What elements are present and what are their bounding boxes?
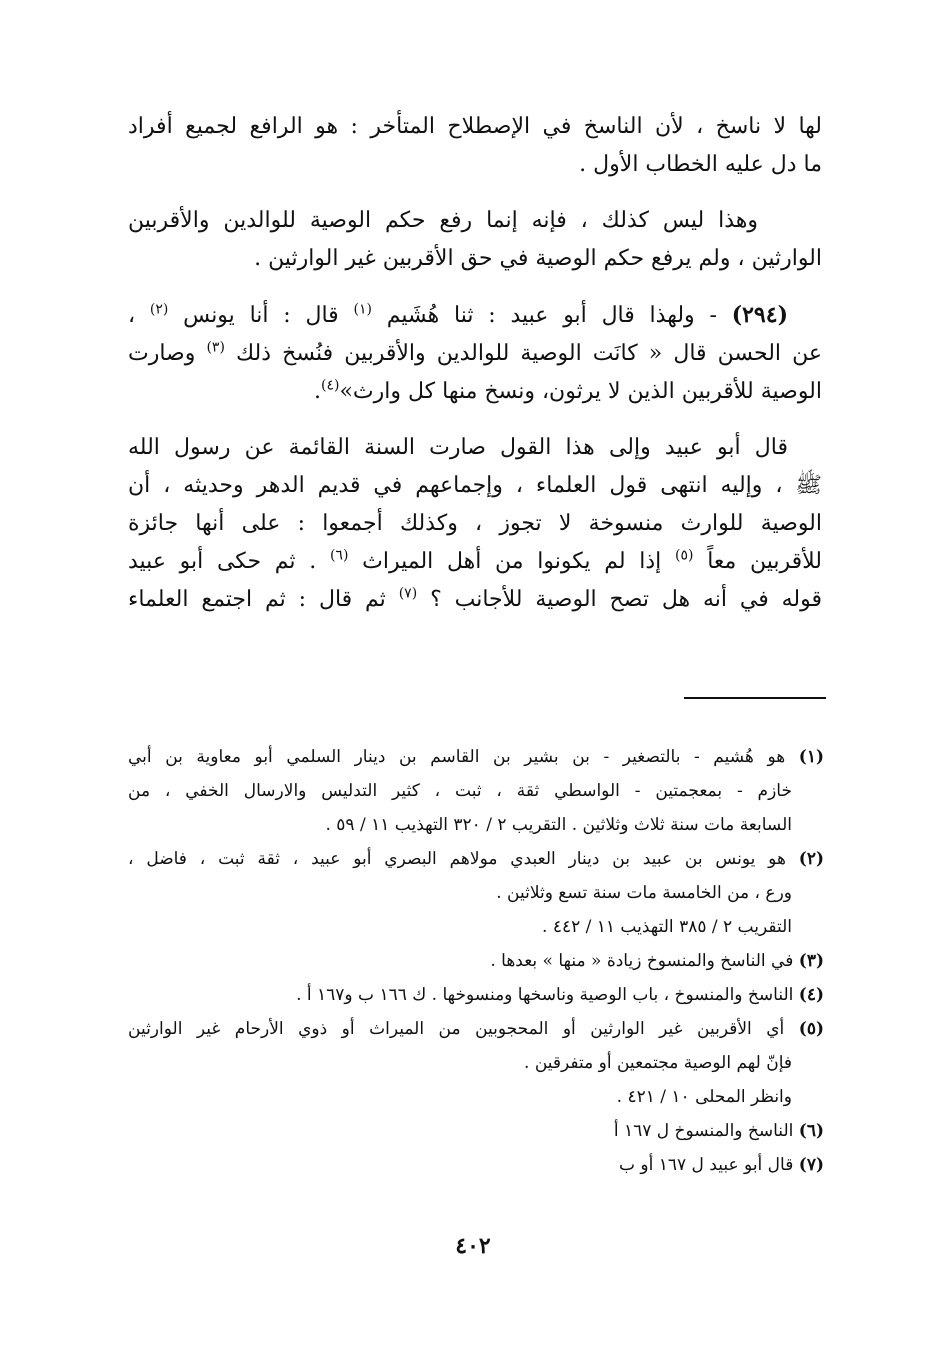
footnote-1-line-1 — [128, 740, 824, 774]
footnote-6 — [128, 1114, 824, 1148]
paragraph-4-line-3: الوصية للوارث منسوخة لا تجوز ، وكذلك أجمعوا : على أنها جائزة — [128, 511, 822, 536]
footnote-2-line-2: ورع ، من الخامسة مات سنة تسع وثلاثين . — [496, 883, 792, 903]
footnote-5-line-2: فإنّ لهم الوصية مجتمعين أو متفرقين . — [524, 1053, 792, 1073]
paragraph-4-text-c: . ثم حكى أبو عبيد — [128, 549, 317, 574]
footnote-3-line-1 — [128, 944, 824, 978]
paragraph-3 — [128, 296, 822, 411]
footnote-2-number: (٢) — [798, 849, 825, 869]
paragraph-3-line-3 — [128, 373, 822, 411]
footnote-3 — [128, 944, 824, 978]
footnote-ref-7[interactable]: (٧) — [398, 585, 418, 602]
footnote-ref-5[interactable]: (٥) — [675, 547, 694, 564]
footnote-7-number: (٧) — [798, 1155, 824, 1175]
footnote-6-number: (٦) — [798, 1121, 824, 1141]
paragraph-4-text-b: إذا لم يكونوا من أهل الميراث — [362, 549, 662, 574]
footnote-3-text-1: في الناسخ والمنسوخ زيادة « منها » بعدها . — [490, 951, 794, 971]
paragraph-4-line-1: قال أبو عبيد وإلى هذا القول صارت السنة القائمة عن رسول الله — [128, 435, 788, 460]
paragraph-3-text-e: وصارت — [128, 341, 196, 366]
paragraph-3-text-f: الوصية للأقربين الذين لا يرثون، ونسخ منها كل وارث» — [339, 379, 822, 404]
page-number: ٤٠٢ — [455, 1233, 491, 1259]
footnote-6-text-1: الناسخ والمنسوخ ل ١٦٧ أ — [613, 1121, 794, 1141]
paragraph-3-text-c: ، — [128, 303, 136, 328]
footnote-4 — [128, 978, 824, 1012]
footnote-ref-6[interactable]: (٦) — [329, 547, 349, 564]
footnotes — [128, 740, 824, 1182]
footnote-5-line-1 — [128, 1012, 824, 1046]
footnote-4-text-1: الناسخ والمنسوخ ، باب الوصية وناسخها ومنسوخها . ك ١٦٦ ب و١٦٧ أ . — [296, 985, 794, 1005]
paragraph-3-line-1 — [128, 296, 822, 335]
paragraph-1-line-2: ما دل عليه الخطاب الأول . — [579, 152, 822, 177]
paragraph-4-text-e: ثم قال : ثم اجتمع العلماء — [128, 587, 386, 612]
paragraph-4 — [128, 429, 822, 619]
main-text — [128, 108, 822, 637]
footnote-7-text-1: قال أبو عبيد ل ١٦٧ أو ب — [619, 1155, 794, 1175]
footnote-3-number: (٣) — [798, 951, 824, 971]
paragraph-3-text-g: . — [314, 379, 321, 404]
footnote-ref-4[interactable]: (٤) — [321, 377, 340, 394]
footnote-5-line-3: وانظر المحلى ١٠ / ٤٢١ . — [616, 1087, 792, 1107]
paragraph-2 — [128, 202, 822, 278]
paragraph-4-text-a: للأقربين معاً — [707, 549, 823, 574]
footnote-2-text-1: هو يونس بن عبيد بن دينار العبدي مولاهم البصري أبو عبيد ، ثقة ثبت ، فاضل ، — [128, 849, 786, 869]
paragraph-1-line-1: لها لا ناسخ ، لأن الناسخ في الإصطلاح المتأخر : هو الرافع لجميع أفراد — [128, 114, 823, 139]
paragraph-2-line-1: وهذا ليس كذلك ، فإنه إنما رفع حكم الوصية للوالدين والأقربين — [128, 208, 758, 233]
footnote-5-text-1: أي الأقربين غير الوارثين أو المحجوبين من الميراث أو ذوي الأرحام غير الوارثين — [128, 1019, 785, 1039]
footnote-2-line-1 — [128, 842, 824, 876]
paragraph-3-line-2 — [128, 335, 822, 373]
footnote-4-line-1 — [128, 978, 824, 1012]
footnote-ref-1[interactable]: (١) — [353, 301, 372, 318]
footnote-5-number: (٥) — [798, 1019, 824, 1039]
paragraph-4-line-2: ﷺ ، وإليه انتهى قول العلماء ، وإجماعهم في قديم الدهر وحديثه ، أن — [128, 473, 822, 498]
footnote-4-number: (٤) — [798, 985, 824, 1005]
footnote-1-line-2: خازم - بمعجمتين - الواسطي ثقة ، ثبت ، كثير التدليس والارسال الخفي ، من — [128, 781, 792, 801]
footnote-separator — [684, 697, 826, 699]
footnote-7 — [128, 1148, 824, 1182]
paragraph-4-line-5 — [128, 581, 822, 619]
paragraph-3-text-b: قال : أنا يونس — [183, 303, 339, 328]
footnote-1-number: (١) — [798, 747, 825, 767]
footnote-1 — [128, 740, 824, 842]
paragraph-1 — [128, 108, 822, 184]
footnote-1-text-1: هو هُشيم - بالتصغير - بن بشير بن القاسم بن دينار السلمي أبو معاوية بن أبي — [128, 747, 786, 767]
footnote-7-line-1 — [128, 1148, 824, 1182]
footnote-ref-3[interactable]: (٣) — [206, 339, 225, 356]
footnote-ref-2[interactable]: (٢) — [149, 301, 169, 318]
footnote-2 — [128, 842, 824, 944]
paragraph-3-text-d: عن الحسن قال « كانَت الوصية للوالدين والأقربين فنُسخ ذلك — [236, 341, 822, 366]
paragraph-4-text-d: قوله في أنه هل تصح الوصية للأجانب ؟ — [430, 587, 822, 612]
footnote-6-line-1 — [128, 1114, 824, 1148]
footnote-5 — [128, 1012, 824, 1114]
paragraph-3-text-a: - ولهذا قال أبو عبيد : ثنا هُشَيم — [386, 303, 717, 328]
footnote-1-line-3: السابعة مات سنة ثلاث وثلاثين . التقريب ٢ / ٣٢٠ التهذيب ١١ / ٥٩ . — [325, 815, 792, 835]
footnote-2-line-3: التقريب ٢ / ٣٨٥ التهذيب ١١ / ٤٤٢ . — [542, 917, 792, 937]
paragraph-2-line-2: الوارثين ، ولم يرفع حكم الوصية في حق الأقربين غير الوارثين . — [254, 246, 822, 271]
paragraph-4-line-4 — [128, 543, 822, 581]
hadith-number: (٢٩٤) — [731, 302, 788, 328]
